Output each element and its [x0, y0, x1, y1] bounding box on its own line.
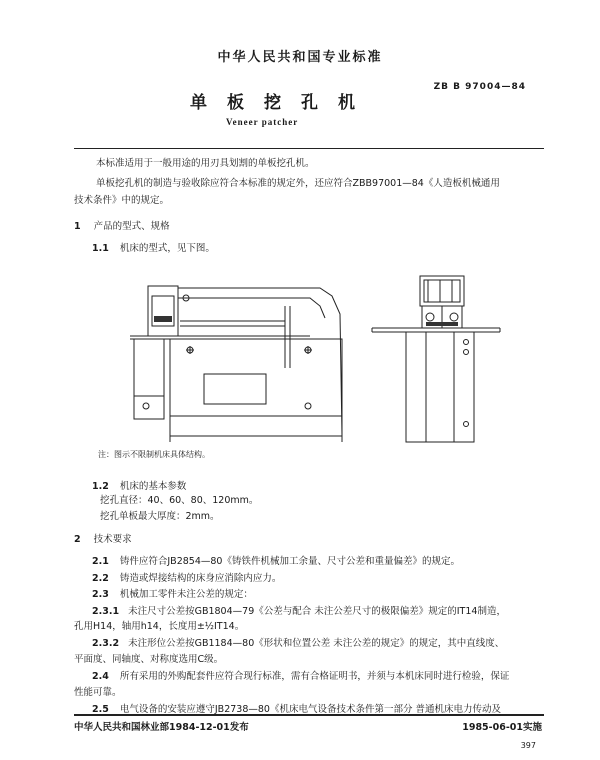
clause-2-3-1-cont: 孔用H14，轴用h14，长度用±½IT14。 [74, 621, 245, 632]
clause-2-3-2 [92, 635, 504, 649]
front-view-drawing [372, 276, 500, 442]
clause-num: 2.3.1 [92, 606, 120, 617]
clause-2-5 [92, 701, 501, 715]
param-diameter: 挖孔直径：40、60、80、120mm。 [100, 495, 259, 506]
header-divider [74, 148, 544, 149]
doc-title: 单板挖孔机 [190, 93, 375, 113]
footer-divider [74, 714, 544, 716]
standard-title: 中华人民共和国专业标准 [217, 50, 383, 65]
section1-heading [74, 218, 170, 232]
intro-para2-line2: 技术条件》中的规定。 [74, 195, 170, 206]
param-thickness: 挖孔单板最大厚度：2mm。 [100, 511, 220, 522]
section2-title: 技术要求 [93, 534, 132, 545]
section1-2-num: 1.2 [92, 481, 109, 492]
figure-note: 注：图示不限制机床具体结构。 [98, 450, 210, 459]
page-number: 397 [520, 741, 536, 750]
clause-num: 2.2 [92, 573, 109, 584]
section1-1 [92, 240, 215, 254]
section1-2-text: 机床的基本参数 [119, 481, 187, 492]
intro-para1: 本标准适用于一般用途的用刃具划割的单板挖孔机。 [96, 158, 315, 169]
clause-num: 2.3.2 [92, 638, 120, 649]
section1-1-num: 1.1 [92, 243, 109, 254]
section1-1-text: 机床的型式，见下图。 [119, 243, 215, 254]
section1-num: 1 [74, 221, 81, 232]
section1-2 [92, 478, 186, 492]
clause-num: 2.4 [92, 671, 109, 682]
clause-text: 未注尺寸公差按GB1804—79《公差与配合 未注公差尺寸的极限偏差》规定的IT14制造， [128, 606, 506, 617]
section2-heading [74, 531, 132, 545]
clause-text: 未注形位公差按GB1184—80《形状和位置公差 未注公差的规定》的规定，其中直线度、 [128, 638, 505, 649]
side-view-drawing [130, 286, 342, 442]
clause-2-2 [92, 570, 281, 584]
clause-num: 2.5 [92, 704, 109, 715]
clause-2-4-cont: 性能可靠。 [74, 687, 122, 698]
standard-code: ZB B 97004—84 [433, 82, 526, 92]
clause-2-3-1 [92, 603, 506, 617]
clause-2-1 [92, 553, 460, 567]
intro-para2-line1: 单板挖孔机的制造与验收除应符合本标准的规定外，还应符合ZBB97001—84《人造板机械通用 [96, 178, 500, 189]
footer-effective: 1985-06-01实施 [462, 722, 542, 733]
clause-2-3-2-cont: 平面度、同轴度、对称度选用C级。 [74, 654, 224, 665]
clause-text: 铸造或焊接结构的床身应消除内应力。 [119, 573, 282, 584]
clause-text: 所有采用的外购配套件应符合现行标准，需有合格证明书，并须与本机床同时进行检验，保证 [119, 671, 510, 682]
section1-title: 产品的型式、规格 [93, 221, 170, 232]
clause-text: 电气设备的安装应遵守JB2738—80《机床电气设备技术条件第一部分 普通机床电力传动及 [119, 704, 501, 715]
doc-subtitle: Veneer patcher [226, 117, 299, 127]
footer-issuer: 中华人民共和国林业部1984-12-01发布 [74, 722, 249, 733]
clause-2-4 [92, 668, 509, 682]
clause-2-3 [92, 586, 253, 600]
clause-text: 铸件应符合JB2854—80《铸铁件机械加工余量、尺寸公差和重量偏差》的规定。 [119, 556, 460, 567]
clause-num: 2.3 [92, 589, 109, 600]
machine-drawing [110, 266, 510, 446]
clause-text: 机械加工零件未注公差的规定： [119, 589, 253, 600]
section2-num: 2 [74, 534, 81, 545]
clause-num: 2.1 [92, 556, 109, 567]
